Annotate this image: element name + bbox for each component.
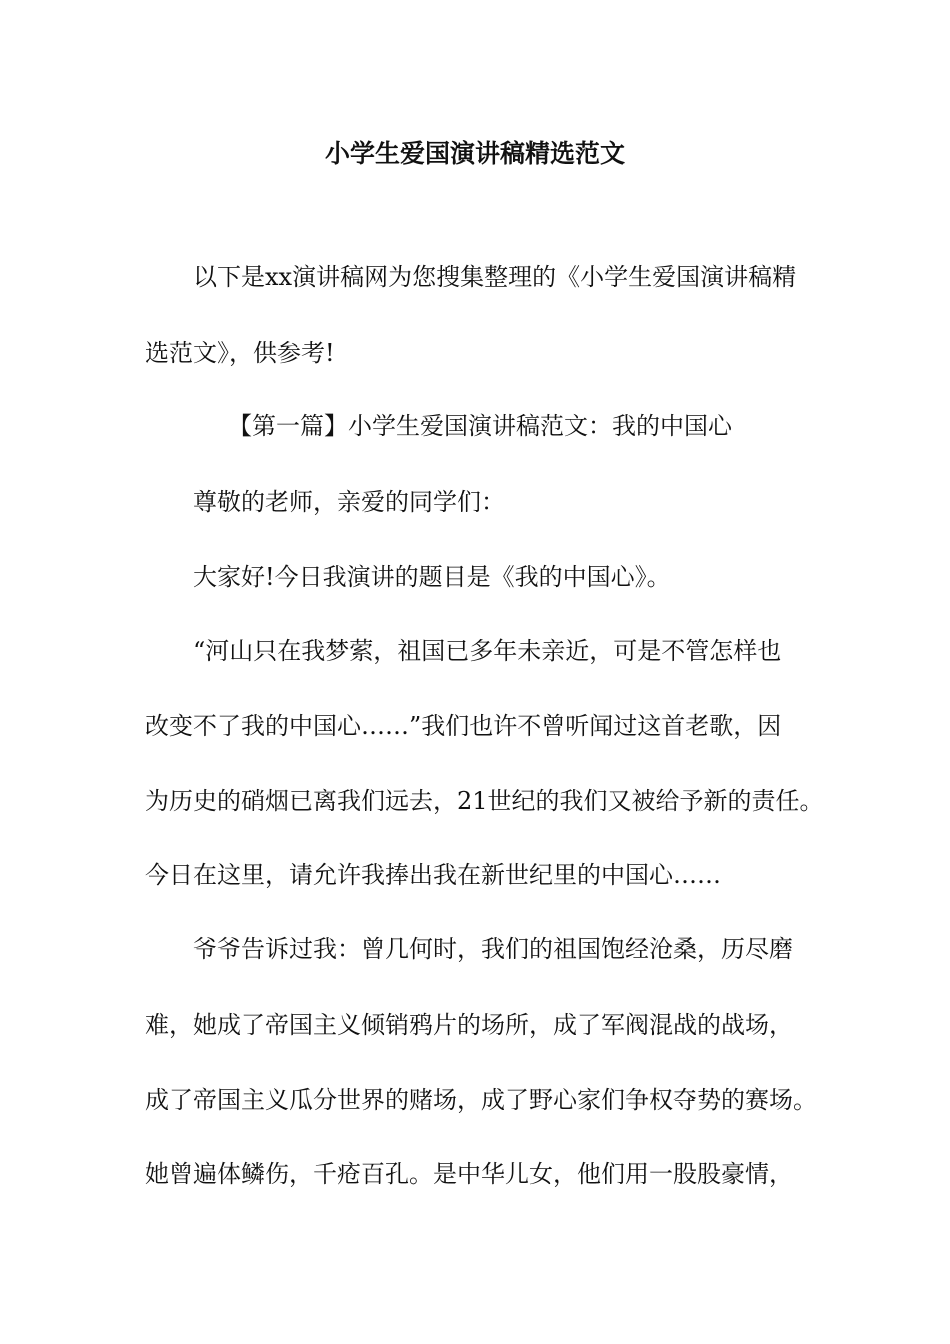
paragraph-line: 以下是xx演讲稿网为您搜集整理的《小学生爱国演讲稿精 (193, 263, 797, 291)
paragraph-line: 成了帝国主义瓜分世界的赌场，成了野心家们争权夺势的赛场。 (145, 1086, 817, 1114)
paragraph-line: 改变不了我的中国心……”我们也许不曾听闻过这首老歌，因 (145, 712, 782, 740)
paragraph-line: 为历史的硝烟已离我们远去，21世纪的我们又被给予新的责任。 (145, 787, 824, 815)
paragraph-line: “河山只在我梦萦，祖国已多年未亲近，可是不管怎样也 (193, 637, 782, 665)
paragraph-line: 大家好!今日我演讲的题目是《我的中国心》。 (193, 563, 671, 591)
document-title: 小学生爱国演讲稿精选范文 (324, 139, 625, 168)
section-heading: 【第一篇】小学生爱国演讲稿范文：我的中国心 (228, 412, 732, 440)
paragraph-line: 今日在这里，请允许我捧出我在新世纪里的中国心…… (145, 861, 721, 889)
paragraph-line: 选范文》，供参考! (145, 339, 335, 367)
paragraph-line: 尊敬的老师，亲爱的同学们： (193, 488, 505, 516)
paragraph-line: 她曾遍体鳞伤，千疮百孔。是中华儿女，他们用一股股豪情， (145, 1160, 793, 1188)
paragraph-line: 爷爷告诉过我：曾几何时，我们的祖国饱经沧桑，历尽磨 (193, 935, 793, 963)
paragraph-line: 难，她成了帝国主义倾销鸦片的场所，成了军阀混战的战场， (145, 1011, 793, 1039)
